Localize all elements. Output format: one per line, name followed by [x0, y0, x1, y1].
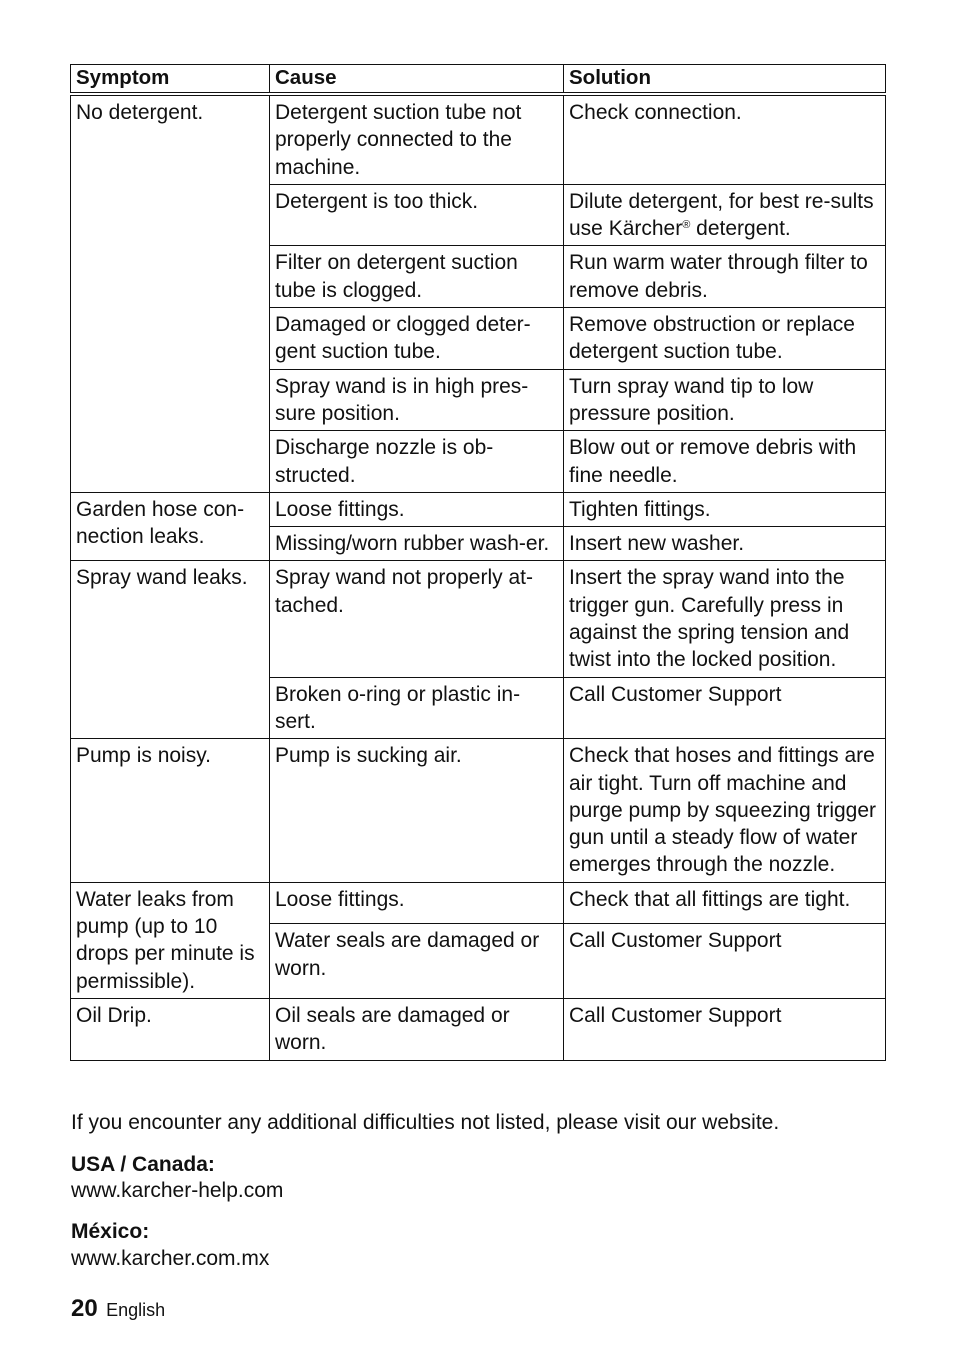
usa-canada-label: USA / Canada:	[71, 1153, 215, 1176]
mexico-website-link[interactable]: www.karcher.com.mx	[71, 1247, 270, 1270]
cause-cell: Filter on detergent suction tube is clogged.	[270, 246, 564, 308]
cause-cell: Spray wand not properly at-tached.	[270, 561, 564, 677]
symptom-cell: Oil Drip.	[71, 998, 270, 1060]
symptom-cell: No detergent.	[71, 94, 270, 492]
symptom-cell: Spray wand leaks.	[71, 561, 270, 739]
cause-cell: Pump is sucking air.	[270, 739, 564, 882]
solution-cell: Check connection.	[564, 94, 886, 184]
registered-mark: ®	[682, 219, 691, 232]
symptom-cell: Water leaks from pump (up to 10 drops per minute is permissible).	[71, 882, 270, 998]
solution-cell: Call Customer Support	[564, 924, 886, 999]
solution-text: detergent.	[690, 217, 791, 241]
column-header-solution: Solution	[564, 65, 886, 95]
solution-cell: Insert the spray wand into the trigger gun. Carefully press in against the spring tension and twist into the locked position.	[564, 561, 886, 677]
cause-cell: Loose fittings.	[270, 492, 564, 526]
solution-cell: Tighten fittings.	[564, 492, 886, 526]
symptom-cell: Pump is noisy.	[71, 739, 270, 882]
table-row	[71, 998, 886, 1060]
table-row	[71, 739, 886, 882]
solution-cell: Call Customer Support	[564, 998, 886, 1060]
page-footer	[71, 1295, 165, 1323]
solution-cell: Check that hoses and fittings are air tight. Turn off machine and purge pump by squeezing trigger gun until a steady flow of water emerges through the nozzle.	[564, 739, 886, 882]
table-row	[71, 492, 886, 526]
cause-cell: Missing/worn rubber wash-er.	[270, 527, 564, 561]
cause-cell: Water seals are damaged or worn.	[270, 924, 564, 999]
cause-cell: Oil seals are damaged or worn.	[270, 998, 564, 1060]
additional-help-notice: If you encounter any additional difficulties not listed, please visit our website.	[71, 1111, 780, 1134]
solution-text: Dilute detergent, for best re-sults use Kärcher	[569, 189, 874, 241]
solution-cell: Insert new washer.	[564, 527, 886, 561]
solution-cell: Remove obstruction or replace detergent suction tube.	[564, 308, 886, 370]
page-language: English	[106, 1300, 166, 1320]
table-row	[71, 561, 886, 677]
mexico-label: México:	[71, 1220, 150, 1243]
troubleshooting-table	[70, 64, 886, 1061]
table-row	[71, 94, 886, 184]
symptom-cell: Garden hose con-nection leaks.	[71, 492, 270, 561]
solution-cell: Blow out or remove debris with fine needle.	[564, 431, 886, 493]
cause-cell: Discharge nozzle is ob-structed.	[270, 431, 564, 493]
solution-cell: Turn spray wand tip to low pressure position.	[564, 369, 886, 431]
cause-cell: Detergent suction tube not properly connected to the machine.	[270, 94, 564, 184]
solution-cell	[564, 184, 886, 246]
cause-cell: Loose fittings.	[270, 882, 564, 924]
page-number: 20	[71, 1295, 98, 1322]
table-header-row	[71, 65, 886, 95]
cause-cell: Detergent is too thick.	[270, 184, 564, 246]
table-row	[71, 882, 886, 924]
cause-cell: Spray wand is in high pres-sure position.	[270, 369, 564, 431]
column-header-symptom: Symptom	[71, 65, 270, 95]
column-header-cause: Cause	[270, 65, 564, 95]
usa-canada-website-link[interactable]: www.karcher-help.com	[71, 1179, 284, 1202]
solution-cell: Call Customer Support	[564, 677, 886, 739]
cause-cell: Damaged or clogged deter-gent suction tube.	[270, 308, 564, 370]
cause-cell: Broken o-ring or plastic in-sert.	[270, 677, 564, 739]
solution-cell: Run warm water through filter to remove debris.	[564, 246, 886, 308]
solution-cell: Check that all fittings are tight.	[564, 882, 886, 924]
